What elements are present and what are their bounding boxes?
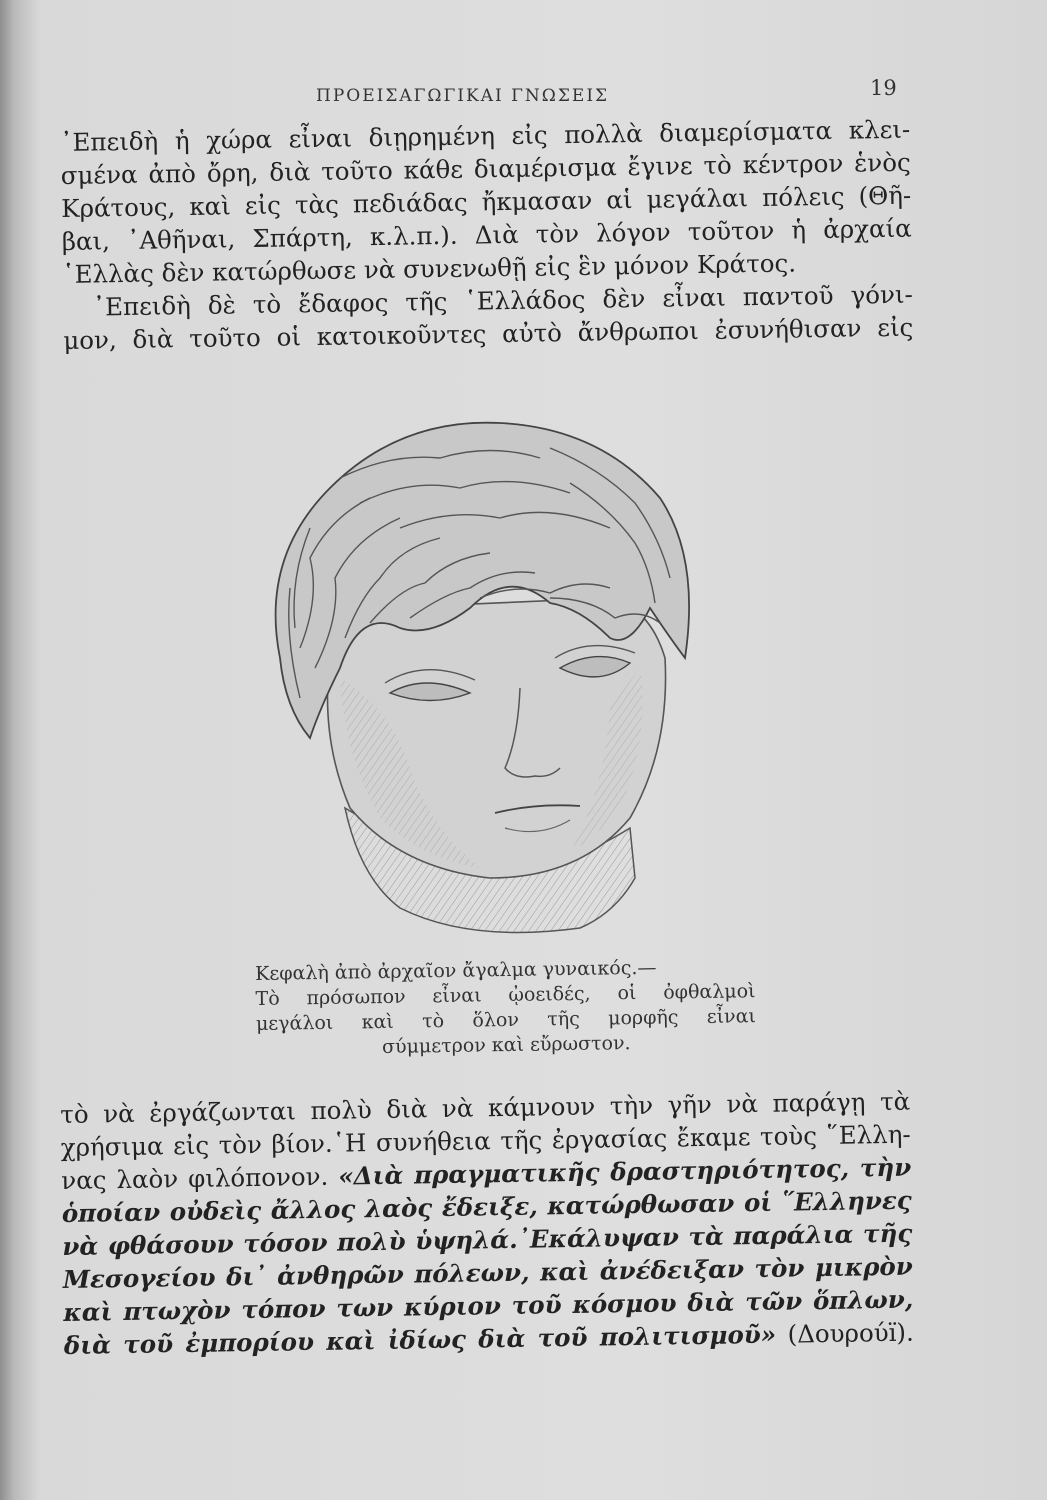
quote-line: νὰ φθάσουν τόσον πολὺ ὑψηλά.᾿Εκάλυψαν τὰ παράλια τῆς	[62, 1218, 913, 1261]
quote-text: διὰ τοῦ ἐμπορίου καὶ ἰδίως διὰ τοῦ πολιτισμοῦ»	[63, 1319, 777, 1360]
top-paragraphs	[60, 113, 914, 357]
text-line: χρήσιμα εἰς τὸν βίον.῾Η συνήθεια τῆς ἐργασίας ἔκαμε τοὺς ῞Ελλη-	[60, 1119, 911, 1162]
running-head: ΠΡΟΕΙΣΑΓΩΓΙΚΑΙ ΓΝΩΣΕΙΣ	[316, 86, 610, 106]
caption-line: Κεφαλὴ ἀπὸ ἀρχαῖον ἄγαλμα γυναικός.—	[255, 956, 657, 985]
text-line: βαι, ᾿Αθῆναι, Σπάρτη, κ.λ.π.). Διὰ τὸν λόγον τοῦτον ἡ ἀρχαία	[61, 213, 912, 256]
quote-line: ὁποίαν οὐδεὶς ἄλλος λαὸς ἔδειξε, κατώρθωσαν οἱ ῞Ελληνες	[61, 1185, 912, 1228]
text-plain: νας λαὸν φιλόπονον.	[61, 1161, 339, 1195]
text-line: ῾Ελλὰς δὲν κατώρθωσε νὰ συνενωθῇ εἰς ἓν μόνον Κράτος.	[62, 248, 797, 289]
text-line: ᾿Επειδὴ ἡ χώρα εἶναι διῃρημένη εἰς πολλὰ διαμερίσματα κλει-	[60, 114, 911, 157]
text-line: τὸ νὰ ἐργάζωνται πολὺ διὰ νὰ κάμνουν τὴν γῆν νὰ παράγῃ τὰ	[60, 1086, 911, 1129]
text-line: μον, διὰ τοῦτο οἱ κατοικοῦντες αὐτὸ ἄνθρωποι ἐσυνήθισαν εἰς	[63, 312, 914, 355]
text-line: ᾿Επειδὴ δὲ τὸ ἔδαφος τῆς ῾Ελλάδος δὲν εἶναι παντοῦ γόνι-	[92, 279, 913, 322]
citation: (Δουρούї).	[775, 1317, 915, 1349]
quote-line: Μεσογείου δι᾿ ἀνθηρῶν πόλεων, καὶ ἀνέδειξαν τὸν μικρὸν	[62, 1251, 913, 1294]
statue-head-illustration	[250, 408, 700, 948]
statue-head-drawing	[250, 408, 700, 948]
page-header	[0, 76, 1047, 112]
bottom-paragraph	[60, 1085, 914, 1362]
figure-caption	[255, 954, 757, 1062]
text-line: σμένα ἀπὸ ὄρη, διὰ τοῦτο κάθε διαμέρισμα ἔγινε τὸ κέντρον ἑνὸς	[60, 147, 911, 190]
page-number: 19	[870, 76, 897, 100]
caption-line: Τὸ πρόσωπον εἶναι ᾠοειδές, οἱ ὀφθαλμοὶ	[255, 980, 756, 1010]
quote-line: καὶ πτωχὸν τόπον των κύριον τοῦ κόσμου διὰ τῶν ὅπλων,	[63, 1284, 914, 1327]
text-line: Κράτους, καὶ εἰς τὰς πεδιάδας ἤκμασαν αἱ μεγάλαι πόλεις (Θῆ-	[61, 180, 912, 223]
caption-line: σύμμετρον καὶ εὔρωστον.	[381, 1032, 631, 1059]
caption-line: μεγάλοι καὶ τὸ ὅλον τῆς μορφῆς εἶναι	[255, 1005, 757, 1035]
quote-text: «Διὰ πραγματικῆς δραστηριότητος, τὴν	[338, 1152, 912, 1191]
